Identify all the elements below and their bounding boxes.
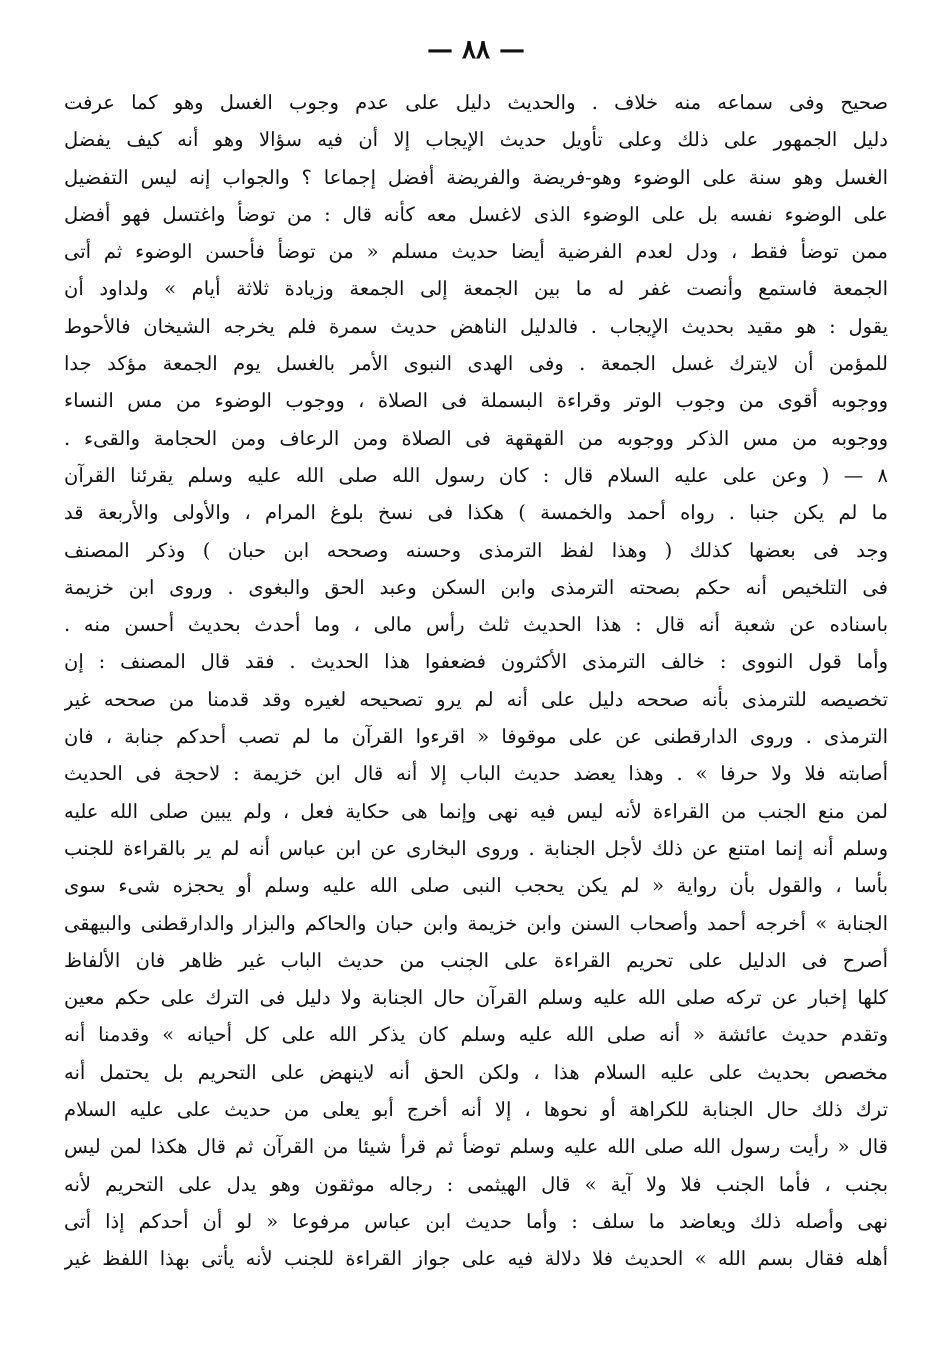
text-line: ووجوبه أقوى من وجوب الوتر وقراءة البسملة فى الصلاة ، ووجوب الوضوء من مس النساء — [64, 389, 888, 413]
text-line: أصابته فلا ولا حرفا » . وهذا يعضد حديث الباب إلا أنه قال ابن خزيمة : لاحجة فى الحديث — [64, 762, 888, 786]
text-line: للمؤمن أن لايترك غسل الجمعة . وفى الهدى النبوى الأمر بالغسل يوم الجمعة مؤكد جدا — [64, 352, 888, 376]
text-line: وتقدم حديث عائشة « أنه صلى الله عليه وسلم كان يذكر الله على كل أحيانه » وقدمنا أنه — [64, 1023, 888, 1047]
text-line: وجد فى بعضها كذلك ( وهذا لفظ الترمذى وحسنه وصححه ابن حبان ) وذكر المصنف — [64, 538, 888, 562]
text-line: ٨ — ( وعن على عليه السلام قال : كان رسول الله صلى الله عليه وسلم يقرئنا القرآن — [64, 463, 888, 487]
text-line: أهله فقال بسم الله » الحديث فلا دلالة فيه على جواز القراءة للجنب لأنه يأتى بهذا اللفظ غير — [64, 1247, 888, 1271]
document-page — [64, 30, 888, 1350]
text-line: ووجوبه من مس الذكر ووجوبه من القهقهة فى الصلاة ومن الرعاف ومن الحجامة والقىء . — [64, 426, 888, 450]
text-line: مخصص بحديث على عليه السلام هذا ، ولكن الحق أنه لاينهض على التحريم بل يحتمل أنه — [64, 1060, 888, 1084]
text-line: بأسا ، والقول بأن رواية « لم يكن يحجب النبى صلى الله عليه وسلم أو يحجزه شىء سوى — [64, 874, 888, 898]
text-line: يقول : هو مقيد بحديث الإيجاب . فالدليل الناهض حديث سمرة فلم يخرجه الشيخان فالأحوط — [64, 314, 888, 338]
text-line: الجنابة » أخرجه أحمد وأصحاب السنن وابن خزيمة وابن حبان والحاكم والبزار والدارقطنى والبيهقى — [64, 911, 888, 935]
page-number: — ٨٨ — — [426, 35, 526, 65]
text-line: ما لم يكن جنبا . رواه أحمد والخمسة ) هكذا فى نسخ بلوغ المرام ، والأولى والأربعة قد — [64, 501, 888, 525]
text-line: لمن منع الجنب من القراءة لأنه ليس فيه نهى وإنما هى حكاية فعل ، ولم يبين صلى الله عليه — [64, 799, 888, 823]
text-line: بجنب ، فأما الجنب فلا ولا آية » قال الهيثمى : رجاله موثقون وهو يدل على التحريم لأنه — [64, 1172, 888, 1196]
text-line: صحيح وفى سماعه منه خلاف . والحديث دليل على عدم وجوب الغسل وهو كما عرفت — [64, 91, 888, 114]
text-line: ترك ذلك حال الجنابة للكراهة أو نحوها ، إلا أنه أخرج أبو يعلى من حديث على عليه السلام — [64, 1098, 888, 1122]
text-line: قال « رأيت رسول الله صلى الله عليه وسلم توضأ ثم قرأ شيئا من القرآن ثم قال هكذا لمن ليس — [64, 1135, 888, 1159]
text-line: فى التلخيص أنه حكم بصحته الترمذى وابن السكن وعبد الحق والبغوى . وروى ابن خزيمة — [64, 575, 888, 599]
text-line: الجمعة فاستمع وأنصت غفر له ما بين الجمعة إلى الجمعة وزيادة ثلاثة أيام » ولداود أن — [64, 277, 888, 301]
text-line: ممن توضأ فقط ، ودل لعدم الفرضية أيضا حديث مسلم « من توضأ فأحسن الوضوء ثم أتى — [64, 240, 888, 264]
text-line: دليل الجمهور على ذلك وعلى تأويل حديث الإيجاب إلا أن فيه سؤالا وهو أنه كيف يفضل — [64, 128, 888, 152]
text-line: وسلم أنه إنما امتنع عن ذلك لأجل الجنابة . وروى البخارى عن ابن عباس أنه لم ير بالقراءة للجنب — [64, 836, 888, 860]
text-line: باسناده عن شعبة أنه قال : هذا الحديث ثلث رأس مالى ، وما أحدث بحديث أحسن منه . — [64, 613, 888, 637]
text-line: الغسل وهو سنة على الوضوء وهو-فريضة والفريضة أفضل إجماعا ؟ والجواب إنه ليس التفضيل — [64, 165, 888, 189]
body-text — [64, 84, 888, 1278]
text-line: تخصيصه للترمذى بأنه صححه دليل على أنه لم يرو تصحيحه لغيره وقد قدمنا من صححه غير — [64, 687, 888, 711]
text-line: وأما قول النووى : خالف الترمذى الأكثرون فضعفوا هذا الحديث . فقد قال المصنف : إن — [64, 650, 888, 674]
text-line: نهى وأصله ذلك ويعاضد ما سلف : وأما حديث ابن عباس مرفوعا « لو أن أحدكم إذا أتى — [64, 1209, 888, 1233]
text-line: كلها إخبار عن تركه صلى الله عليه وسلم القرآن حال الجنابة ولا دليل فى الترك على حكم معين — [64, 986, 888, 1010]
text-line: على الوضوء نفسه بل على الوضوء الذى لاغسل معه كأنه قال : من توضأ واغتسل فهو أفضل — [64, 202, 888, 226]
text-line: الترمذى . وروى الدارقطنى عن على موقوفا « اقرءوا القرآن ما لم تصب أحدكم جنابة ، فان — [64, 725, 888, 749]
text-line: أصرح فى الدليل على تحريم القراءة على الجنب من حديث الباب غير ظاهر فان الألفاظ — [64, 948, 888, 972]
